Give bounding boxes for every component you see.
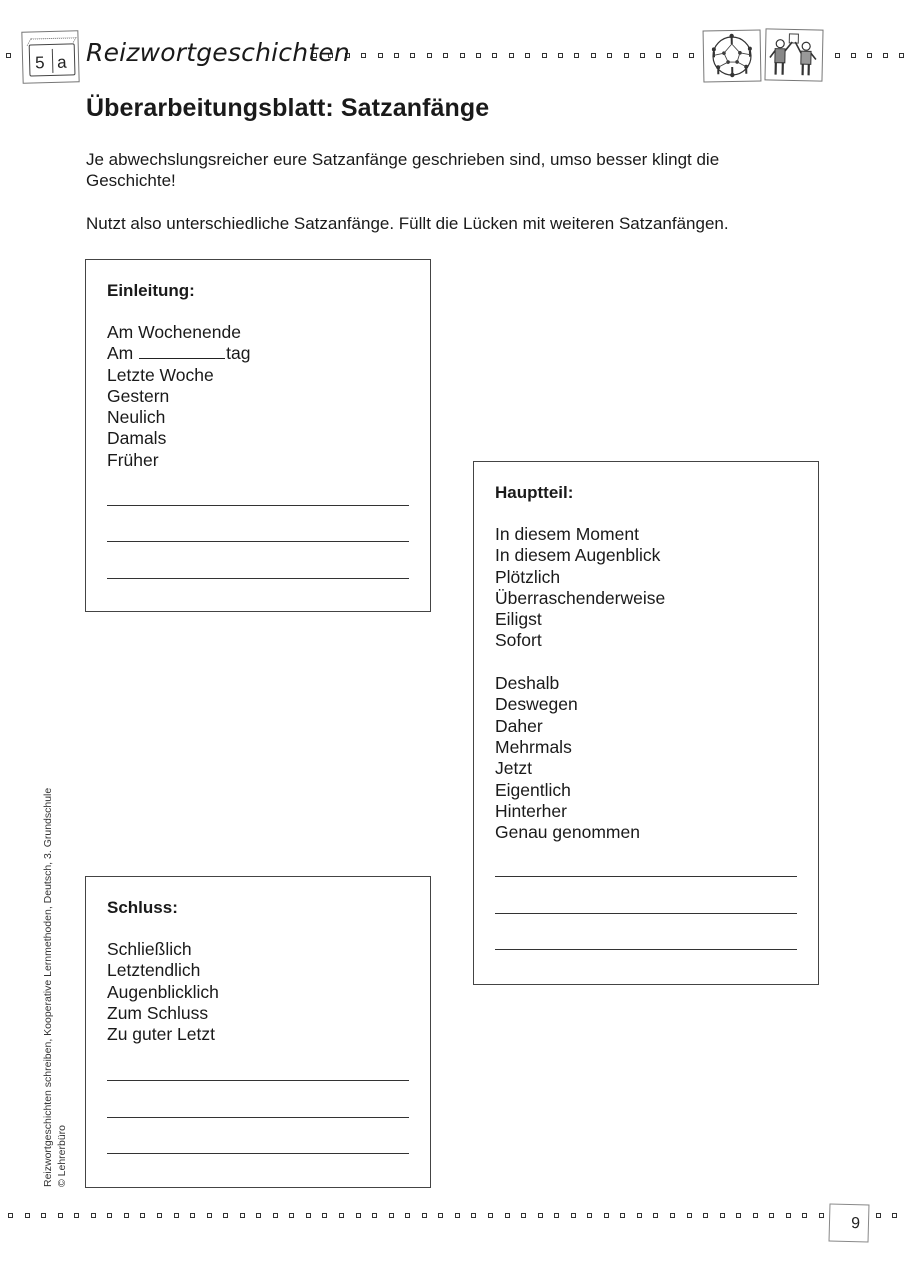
border-dot [174, 1213, 179, 1218]
border-dot [687, 1213, 692, 1218]
source-line: Reizwortgeschichten schreiben, Kooperative Lernmethoden, Deutsch, 3. Grundschule [42, 787, 54, 1187]
border-dot [689, 53, 694, 58]
write-line[interactable] [495, 913, 797, 914]
border-dot [653, 1213, 658, 1218]
border-dot [306, 1213, 311, 1218]
list-item-suffix: tag [226, 343, 251, 364]
border-dot [476, 53, 481, 58]
border-dot [720, 1213, 725, 1218]
page-number-box [829, 1203, 870, 1242]
border-dot [899, 53, 904, 58]
list-item: Deswegen [495, 694, 578, 715]
border-dot [542, 53, 547, 58]
list-item-text: Am [107, 343, 134, 364]
border-dot [207, 1213, 212, 1218]
list-item: Jetzt [495, 758, 532, 779]
border-dot [892, 1213, 897, 1218]
border-dot [753, 1213, 758, 1218]
write-line[interactable] [107, 1117, 409, 1118]
write-line[interactable] [107, 541, 409, 542]
dice-icon [29, 43, 76, 76]
copyright-sidebar [41, 788, 69, 1187]
class-level-badge [21, 30, 79, 83]
border-dot [322, 1213, 327, 1218]
border-dot [289, 1213, 294, 1218]
border-dot [670, 1213, 675, 1218]
list-item: Am Wochenende [107, 322, 241, 342]
border-dot [488, 1213, 493, 1218]
list-item: Zu guter Letzt [107, 1024, 215, 1045]
badge-letter: a [56, 52, 67, 72]
border-dot [637, 1213, 642, 1218]
list-item: Deshalb [495, 673, 560, 694]
list-item: Eiligst [495, 609, 542, 630]
list-item: Schließlich [107, 939, 192, 959]
write-line[interactable] [495, 876, 797, 877]
border-dot [378, 53, 383, 58]
border-dot [240, 1213, 245, 1218]
schluss-heading: Schluss: [107, 898, 178, 917]
list-item: Früher [107, 449, 159, 470]
page-title: Überarbeitungsblatt: Satzanfänge [86, 94, 490, 122]
border-dot [107, 1213, 112, 1218]
border-dot [471, 1213, 476, 1218]
border-dot [140, 1213, 145, 1218]
border-dot [339, 1213, 344, 1218]
hauptteil-heading: Hauptteil: [495, 483, 574, 502]
border-dot [835, 53, 840, 58]
border-dot [157, 1213, 162, 1218]
border-dot [223, 1213, 228, 1218]
list-item: Plötzlich [495, 566, 561, 587]
border-dot [389, 1213, 394, 1218]
border-dot [587, 1213, 592, 1218]
write-line[interactable] [107, 505, 409, 506]
border-dot [607, 53, 612, 58]
border-dot [640, 53, 645, 58]
border-dot [620, 1213, 625, 1218]
border-dot [91, 1213, 96, 1218]
border-dot [405, 1213, 410, 1218]
intro-paragraph-2: Nutzt also unterschiedliche Satzanfänge. Füllt die Lücken mit weiteren Satzanfängen. [86, 214, 729, 233]
border-dot [769, 1213, 774, 1218]
border-dot [410, 53, 415, 58]
group-circle-icon [703, 29, 762, 82]
border-dot [273, 1213, 278, 1218]
border-dot [124, 1213, 129, 1218]
badge-divider [52, 49, 54, 73]
schluss-box [85, 876, 431, 1188]
border-dot [394, 53, 399, 58]
list-item: Sofort [495, 630, 542, 651]
border-dot [492, 53, 497, 58]
border-dot [819, 1213, 824, 1218]
hauptteil-list [495, 524, 665, 843]
copyright-line: © Lehrerbüro [56, 1124, 68, 1187]
border-dot [786, 1213, 791, 1218]
border-dot [558, 53, 563, 58]
border-dot [505, 1213, 510, 1218]
list-item [107, 343, 250, 364]
border-dot [736, 1213, 741, 1218]
border-dot [8, 1213, 13, 1218]
border-dot [422, 1213, 427, 1218]
write-line[interactable] [495, 949, 797, 950]
border-dot [525, 53, 530, 58]
list-item: Daher [495, 715, 543, 736]
list-item: Eigentlich [495, 779, 571, 800]
list-item: Gestern [107, 385, 170, 406]
border-dot [25, 1213, 30, 1218]
border-dot [604, 1213, 609, 1218]
schluss-list [107, 939, 219, 1045]
list-item: Neulich [107, 407, 166, 428]
border-dot [6, 53, 11, 58]
border-dot [656, 53, 661, 58]
list-item: Genau genommen [495, 822, 640, 843]
border-dot [554, 1213, 559, 1218]
border-dot [41, 1213, 46, 1218]
border-dot [427, 53, 432, 58]
write-line[interactable] [107, 1153, 409, 1154]
border-dot [851, 53, 856, 58]
list-item: Mehrmals [495, 736, 572, 757]
list-item: Überraschenderweise [495, 587, 666, 608]
border-dot [703, 1213, 708, 1218]
two-people-high-five-icon [764, 28, 823, 81]
border-dot [460, 53, 465, 58]
series-title: Reizwortgeschichten [86, 38, 350, 67]
intro-paragraph-1: Je abwechslungsreicher eure Satzanfänge geschrieben sind, umso besser klingt die Geschichte! [86, 150, 720, 190]
write-line[interactable] [107, 1080, 409, 1081]
border-dot [591, 53, 596, 58]
border-dot [361, 53, 366, 58]
list-spacer [495, 652, 665, 673]
page-number: 9 [850, 1215, 861, 1233]
border-dot [624, 53, 629, 58]
border-dot [356, 1213, 361, 1218]
list-item: Letztendlich [107, 960, 201, 981]
border-dot [372, 1213, 377, 1218]
border-dot [571, 1213, 576, 1218]
einleitung-box [85, 259, 431, 612]
list-item: Hinterher [495, 800, 567, 821]
einleitung-list [107, 322, 250, 471]
border-dot [438, 1213, 443, 1218]
border-dot [521, 1213, 526, 1218]
border-dot [574, 53, 579, 58]
border-dot [58, 1213, 63, 1218]
list-item: Augenblicklich [107, 981, 219, 1002]
badge-number: 5 [34, 53, 45, 73]
list-item: Damals [107, 428, 167, 449]
border-dot [509, 53, 514, 58]
list-item: In diesem Augenblick [495, 545, 661, 566]
border-dot [867, 53, 872, 58]
hauptteil-box [473, 461, 819, 985]
list-item: In diesem Moment [495, 524, 639, 544]
list-item: Zum Schluss [107, 1002, 209, 1023]
border-dot [876, 1213, 881, 1218]
border-dot [802, 1213, 807, 1218]
border-dot [256, 1213, 261, 1218]
border-dot [538, 1213, 543, 1218]
write-line[interactable] [107, 578, 409, 579]
border-dot [883, 53, 888, 58]
einleitung-heading: Einleitung: [107, 281, 195, 300]
list-item: Letzte Woche [107, 364, 214, 385]
border-dot [673, 53, 678, 58]
border-dot [190, 1213, 195, 1218]
border-dot [443, 53, 448, 58]
border-dot [74, 1213, 79, 1218]
border-dot [455, 1213, 460, 1218]
fill-in-blank[interactable] [139, 344, 225, 359]
